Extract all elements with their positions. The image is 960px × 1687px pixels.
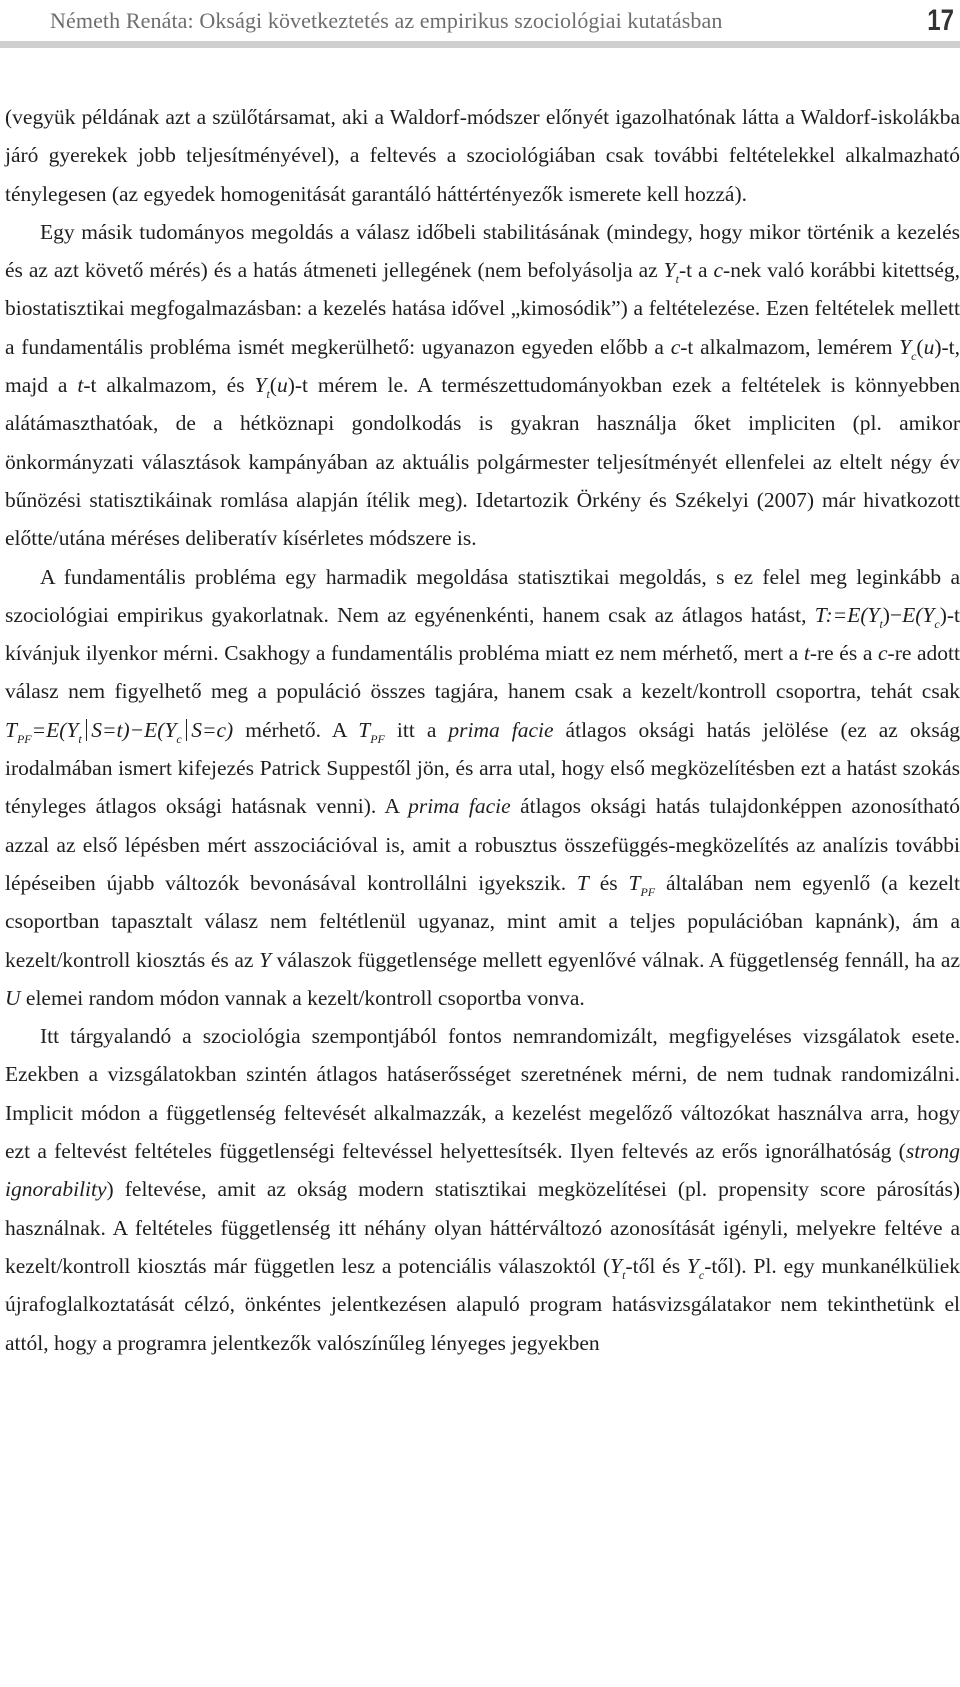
text-run: c [698,1267,705,1282]
text-run: =E(Y [31,717,79,742]
text-run: E(Y [902,602,935,627]
paragraph-4 [5,1017,960,1362]
text-run: prima facie [408,794,511,819]
text-run: ( [269,373,277,398]
text-run: )-t, majd a [5,334,960,398]
text-run: -re és a [809,641,878,666]
running-head: Németh Renáta: Oksági következtetés az empirikus szociológiai kutatásban [50,7,723,33]
text-run: Y [686,1253,699,1278]
text-run: ) feltevése, amit az okság modern statisztikai megközelítései (pl. propensity score párosítás) használnak. A feltételes függetlenség itt néhány olyan háttérváltozó azonosítását igényli, melyekre feltéve a kezelt/kontroll kiosztás már független lesz a potenciális válaszoktól ( [5,1177,960,1278]
text-run: -nek való korábbi kitettség, biostatisztikai megfogalmazásban: a kezelés hatása idővel „kimosódik”) a feltételezése. Ezen feltételek mellett a fundamentális probléma ismét megkerülhető: ugyanazon egyeden előbb a [5,258,960,359]
page-body [5,98,960,1362]
text-run: ) [939,602,947,627]
text-run: és [588,870,629,895]
paragraph-3 [5,558,960,1018]
text-run: Y [610,1253,623,1278]
text-run: PF [16,731,32,746]
text-run: S=t) [91,717,130,742]
text-run: c [713,258,724,283]
text-run: Y [254,373,267,398]
text-run: −E(Y [129,717,177,742]
text-run: -től). Pl. egy munkanélküliek újrafoglalkoztatását célzó, önkéntes jelentkezésen alapuló program hatásvizsgálatakor nem tekinthetünk el attól, hogy a programra jelentkezők valószínűleg lényeges jegyekben [5,1253,960,1355]
text-run: válaszok függetlensége mellett egyenlővé válnak. A függetlenség fennáll, ha az [271,947,960,972]
text-run: -t alkalmazom, és [83,373,255,398]
text-run: PF [640,884,656,899]
text-run: t [622,1267,626,1282]
text-run: Egy másik tudományos megoldás a válasz időbeli stabilitásának (mindegy, hogy mikor történik a kezelés és az azt követő mérés) és a hatás átmeneti jellegének (nem befolyásolja az [5,219,960,283]
text-run: t [879,616,883,631]
text-run: prima facie [448,717,554,742]
conditional-bar [186,719,188,741]
text-run: -t alkalmazom, lemérem [680,334,900,359]
text-run: elemei random módon vannak a kezelt/kontroll csoportba vonva. [20,985,585,1010]
text-run: strong ignorability [5,1139,960,1202]
paragraph-2 [5,213,960,558]
text-run: c [176,731,182,746]
text-run: itt a [384,717,449,742]
text-run: t [77,373,84,398]
text-run: u [923,334,935,359]
text-run: átlagos oksági hatás jelölése (ez az okság irodalmában ismert kifejezés Patrick Suppestől jön, és arra utal, hogy első megközelítésben ezt a hatást szokás tényleges átlagos oksági hatásnak venni). A [5,717,960,819]
text-run: Y [663,258,676,283]
text-run: c [934,616,940,631]
text-run: t [675,272,679,287]
text-run: U [5,985,21,1010]
text-run: -től és [625,1253,687,1278]
text-run: mérhető. A [233,717,359,742]
text-run: c [911,348,917,363]
text-run: t [803,641,810,666]
text-run: átlagos oksági hatás tulajdonképpen azonosítható azzal az első lépésben mért asszociációval is, amit a robusztus összefüggés-megközelítés az analízis további lépéseiben újabb változók bevonásával kontrollálni igyekszik. [5,794,960,895]
text-run: ) [882,602,890,627]
text-run: u [276,373,288,398]
text-run: -t a [678,258,714,283]
text-run: t [78,731,82,746]
text-run: T [628,870,641,895]
text-run: Itt tárgyalandó a szociológia szempontjából fontos nemrandomizált, megfigyeléses vizsgálatok esete. Ezekben a vizsgálatokban szintén átlagos hatáserősséget szeretnének mérni, de nem tudnak randomizálni. Implicit módon a függetlenség feltevését alkalmazzák, a kezelést megelőző változókat használva arra, hogy ezt a feltevést feltételes függetlenségi feltevéssel helyettesítsék. Ilyen feltevés az erős ignorálhatóság ( [5,1024,960,1164]
text-run: Y [899,334,912,359]
text-run: )-t mérem le. A természettudományokban ezek a feltételek is könnyebben alátámaszthatóak, de a hétköznapi gondolkodás is gyakran használja őket impliciten (pl. amikor önkormányzati választások kampányában az aktuális polgármester teljesítményét ellenfelei az eltelt négy év bűnözési statisztikáinak romlása alapján ítélik meg). Idetartozik Örkény és Székelyi (2007) már hivatkozott előtte/utána méréses deliberatív kísérletes módszere is. [5,373,960,551]
text-run: -t kívánjuk ilyenkor mérni. Csakhogy a fundamentális probléma miatt ez nem mérhető, mert a [5,602,960,666]
page-header [0,0,960,48]
text-run: T:=E(Y [814,602,880,627]
text-run: (vegyük példának azt a szülőtársamat, aki a Waldorf-módszer előnyét igazolhatónak látta a Waldorf-iskolákba járó gyerekek jobb teljesítményével), a feltevés a szociológiában csak további feltételekkel alkalmazható ténylegesen (az egyedek homogenitását garantáló háttértényezők ismerete kell hozzá). [5,105,960,206]
text-run: Y [259,947,272,972]
text-run: általában nem egyenlő (a kezelt csoportban tapasztalt válasz nem feltétlenül ugyanaz, mint amit a teljes populációban kapnánk), ám a kezelt/kontroll kiosztás és az [5,870,960,972]
page-number: 17 [926,3,954,37]
text-run: t [266,387,270,402]
text-run: T [576,870,589,895]
text-run: T [5,717,17,742]
text-run: c [670,334,681,359]
text-run: PF [370,731,385,746]
conditional-bar [86,719,88,741]
text-run: ( [916,334,924,359]
text-run: T [358,717,371,742]
text-run: A fundamentális probléma egy harmadik megoldása statisztikai megoldás, s ez felel meg leginkább a szociológiai empirikus gyakorlatnak. Nem az egyénenkénti, hanem csak az átlagos hatást, [5,564,960,627]
text-run: -re adott válasz nem figyelhető meg a populáció összes tagjára, hanem csak a kezelt/kontroll csoportra, tehát csak [5,641,960,704]
text-run: S=c) [191,717,234,742]
text-run: c [877,641,888,666]
paragraph-1 [5,98,960,213]
text-run: − [889,602,903,627]
